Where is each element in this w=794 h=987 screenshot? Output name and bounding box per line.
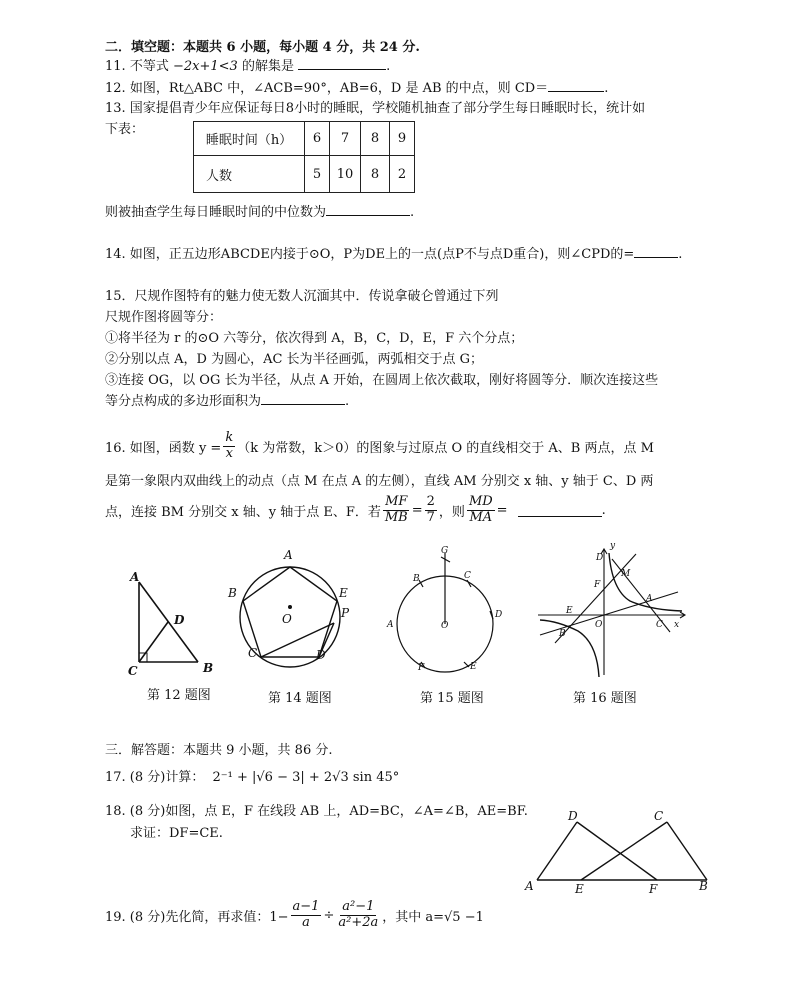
fig18-label-f: F <box>649 882 658 896</box>
q15-line3: ①将半径为 r 的⊙O 六等分，依次得到 A，B，C，D，E，F 六个分点； <box>105 331 524 346</box>
question-11 <box>105 55 390 74</box>
q12-answer-blank <box>548 79 604 92</box>
fraction-numerator: MF <box>385 494 408 510</box>
fig14-label-o: O <box>282 612 292 626</box>
q13-after <box>105 201 414 220</box>
fraction-numerator: a−1 <box>292 899 320 915</box>
fig12-label-b: B <box>203 661 214 675</box>
fig14-label-b: B <box>228 586 237 600</box>
q18-line2: 求证：DF=CE. <box>130 826 223 841</box>
q15-line5: ③连接 OG，以 OG 长为半径，从点 A 开始，在圆周上依次截取，刚好将圆等分．顺次连接这些 <box>105 373 659 388</box>
fig14-label-p: P <box>341 606 350 620</box>
figure-16 <box>538 549 685 677</box>
q11-post: 的解集是 <box>241 59 294 74</box>
sleep-table <box>193 121 415 193</box>
q16-line2: 是第一象限内双曲线上的动点（点 M 在点 A 的左侧），直线 AM 分别交 x 轴、y 轴于 C、D 两 <box>105 474 654 489</box>
fig16-label-d: D <box>596 553 604 563</box>
fig15-label-e: E <box>470 662 477 672</box>
q15-line1: 15．尺规作图特有的魅力使无数人沉湎其中．传说拿破仑曾通过下列 <box>105 289 499 304</box>
fig14-label-d: D <box>316 648 326 662</box>
fraction-numerator: k <box>225 430 234 446</box>
q18-line1: 18. (8 分)如图，点 E，F 在线段 AB 上，AD=BC，∠A=∠B，AE=BF. <box>105 804 528 819</box>
table-header-count: 人数 <box>194 156 305 193</box>
q13-line2: 下表： <box>105 122 145 137</box>
q16-line3 <box>105 492 606 528</box>
q13-answer-blank <box>326 203 410 216</box>
q16-line1-post: （k 为常数，k＞0）的图象与过原点 O 的直线相交于 A、B 两点，点 M <box>237 440 654 456</box>
q11-answer-blank <box>298 57 386 70</box>
question-19 <box>105 895 484 935</box>
table-cell: 5 <box>305 156 330 193</box>
question-12 <box>105 77 608 96</box>
table-header-sleep-time: 睡眠时间（h） <box>194 122 305 156</box>
q16-line3-pre: 点，连接 BM 分别交 x 轴、y 轴于点 E、F．若 <box>105 504 381 520</box>
fig15-label-g: G <box>441 546 449 556</box>
table-cell: 6 <box>305 122 330 156</box>
fraction-denominator: a²+2a <box>338 914 379 930</box>
fraction-numerator: a²−1 <box>342 899 375 915</box>
q16-line1 <box>105 428 654 464</box>
q12-number: 12. <box>105 81 126 96</box>
q16-fraction-md-ma <box>467 495 495 525</box>
table-cell: 10 <box>330 156 361 193</box>
table-cell: 8 <box>361 122 390 156</box>
fig15-label-c: C <box>464 571 471 581</box>
q11-pre: 不等式 <box>129 59 169 74</box>
fig18-label-b: B <box>699 879 708 893</box>
q11-expression: −2x+1<3 <box>172 59 238 74</box>
figures-row <box>0 535 794 715</box>
fig12-label-c: C <box>128 664 138 678</box>
fig16-label-m: M <box>621 569 631 579</box>
question-17 <box>105 766 399 785</box>
fig18-label-d: D <box>568 809 578 823</box>
q17-label: 17. (8 分)计算： <box>105 770 205 785</box>
fig16-label-b: B <box>559 629 566 639</box>
fig18-label-e: E <box>575 882 584 896</box>
fig18-label-a: A <box>525 879 534 893</box>
q16-fraction-mf-mb <box>383 495 410 525</box>
q12-text: 如图，Rt△ABC 中，∠ACB=90°，AB=6，D 是 AB 的中点，则 CD＝ <box>129 81 549 96</box>
fig14-center-dot <box>288 605 292 609</box>
table-row <box>194 122 415 156</box>
fraction-denominator: a <box>302 914 310 930</box>
q12-end: . <box>604 81 609 96</box>
fraction-denominator: MB <box>384 509 408 525</box>
fraction-denominator: 7 <box>426 509 435 525</box>
q16-answer-blank <box>518 504 602 517</box>
fig16-label-e: E <box>566 606 573 616</box>
equals-sign: = <box>411 502 423 518</box>
equals-sign: = <box>496 502 508 518</box>
fig15-label-d: D <box>495 610 503 620</box>
q16-end: . <box>601 502 606 518</box>
q19-fraction-1 <box>291 900 322 930</box>
q13-after-text: 则被抽查学生每日睡眠时间的中位数为 <box>105 205 327 220</box>
q17-expression: 2⁻¹ + |√6 − 3| + 2√3 sin 45° <box>212 770 400 785</box>
q15-line6 <box>105 390 349 409</box>
fig15-label-b: B <box>413 574 420 584</box>
fig16-caption: 第 16 题图 <box>573 691 637 706</box>
fig14-caption: 第 14 题图 <box>268 691 332 706</box>
q15-line4: ②分别以点 A，D 为圆心，AC 长为半径画弧，两弧相交于点 G； <box>105 352 484 367</box>
q16-function-label: 16. 如图，函数 y = <box>105 440 222 456</box>
q16-mid: ，则 <box>438 504 465 520</box>
figure-12 <box>139 582 198 662</box>
fig14-label-a: A <box>284 548 293 562</box>
fig16-label-a: A <box>646 594 653 604</box>
table-cell: 9 <box>390 122 415 156</box>
q11-end: . <box>386 59 391 74</box>
fig16-label-c: C <box>656 620 663 630</box>
fig15-label-o: O <box>441 621 449 631</box>
q15-line2: 尺规作图将圆等分： <box>105 310 223 325</box>
q15-line6-text: 等分点构成的多边形面积为 <box>105 394 262 409</box>
fig18-label-c: C <box>654 809 664 823</box>
fig16-label-x: x <box>674 620 680 630</box>
fig14-label-e: E <box>339 586 348 600</box>
fig15-label-a: A <box>387 620 394 630</box>
q14-text: 14. 如图，正五边形ABCDE内接于⊙O，P为DE上的一点(点P不与点D重合)，则∠CPD的= <box>105 247 635 262</box>
figure-18 <box>515 800 715 900</box>
table-cell: 8 <box>361 156 390 193</box>
fig16-label-o: O <box>595 620 603 630</box>
fraction-numerator: MD <box>468 494 493 510</box>
q11-number: 11. <box>105 59 126 74</box>
fig16-label-y: y <box>610 541 616 551</box>
q16-fraction-2-7 <box>425 495 437 525</box>
table-cell: 2 <box>390 156 415 193</box>
q19-divide-sign: ÷ <box>323 907 335 923</box>
fig16-label-f: F <box>594 580 601 590</box>
q16-fraction-k-x <box>223 431 235 461</box>
q14-end: . <box>678 247 683 262</box>
fig14-label-c: C <box>248 646 258 660</box>
fig12-label-d: D <box>174 613 185 627</box>
section2-heading: 二．填空题：本题共 6 小题，每小题 4 分，共 24 分. <box>105 40 420 55</box>
fraction-denominator: x <box>225 445 233 461</box>
fig15-label-f: F <box>418 663 425 673</box>
fraction-numerator: 2 <box>426 494 435 510</box>
q19-post: ，其中 a=√5 −1 <box>382 909 484 925</box>
section3-heading: 三．解答题：本题共 9 小题，共 86 分. <box>105 743 333 758</box>
figure-15 <box>397 553 493 672</box>
question-14 <box>105 243 682 262</box>
fig12-caption: 第 12 题图 <box>147 688 211 703</box>
q13-end: . <box>410 205 415 220</box>
q13-line1: 13. 国家提倡青少年应保证每日8小时的睡眠，学校随机抽查了部分学生每日睡眠时长，统计如 <box>105 101 646 116</box>
fig15-caption: 第 15 题图 <box>420 691 484 706</box>
q14-answer-blank <box>634 245 678 258</box>
q15-end: . <box>345 394 350 409</box>
q19-fraction-2 <box>336 900 380 930</box>
q19-pre: 19. (8 分)先化简，再求值：1− <box>105 909 289 925</box>
fraction-denominator: MA <box>469 509 493 525</box>
q15-answer-blank <box>261 392 345 405</box>
fig12-label-a: A <box>130 570 140 584</box>
table-cell: 7 <box>330 122 361 156</box>
table-row <box>194 156 415 193</box>
